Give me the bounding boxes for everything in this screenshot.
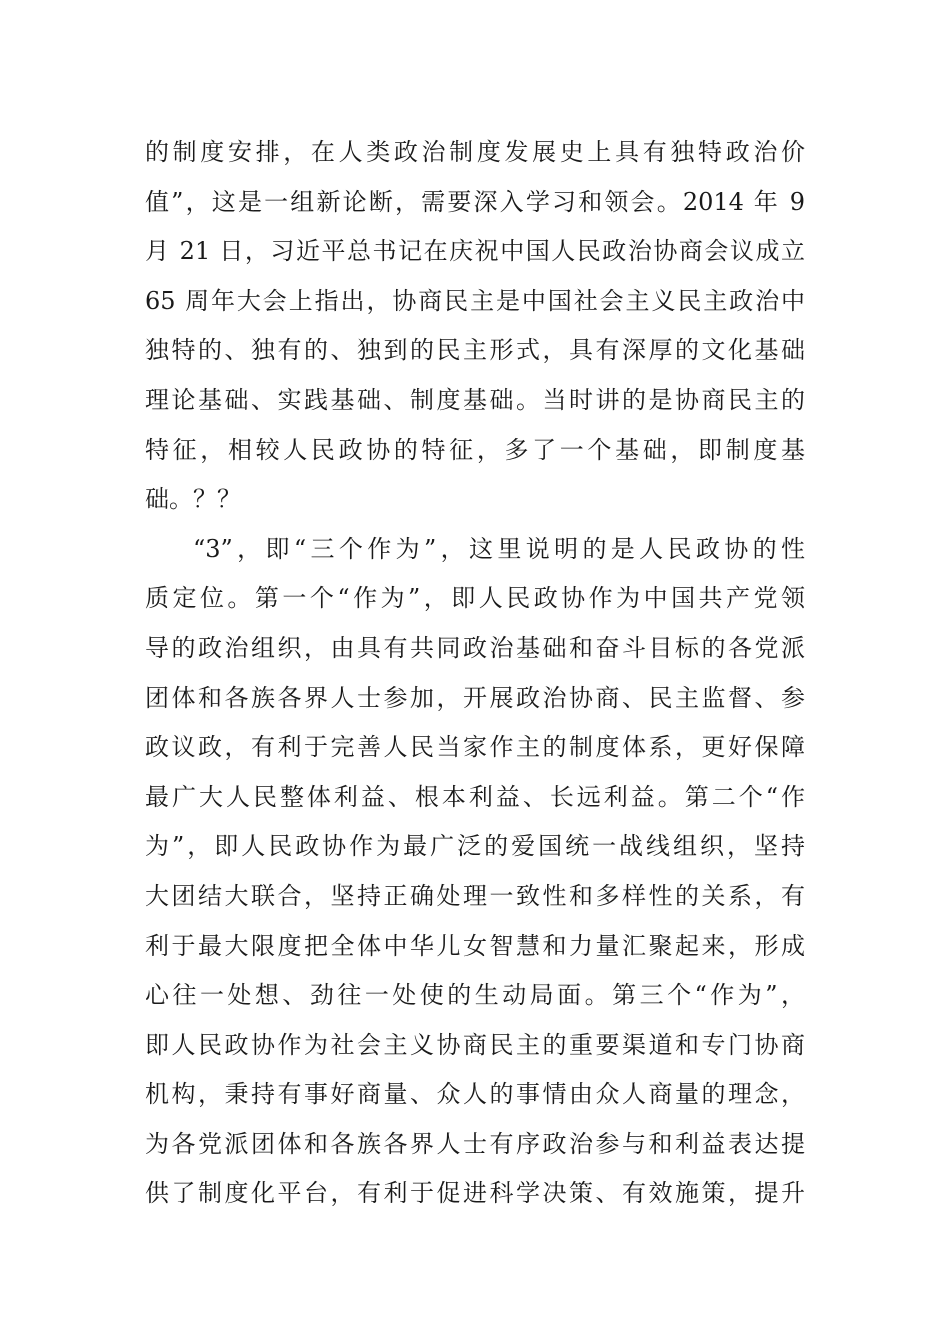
paragraph-first-line: “3”，即“三个作为”，这里说明的是人民政协的性	[193, 534, 805, 563]
text-line: 供了制度化平台，有利于促进科学决策、有效施策，提升	[145, 1179, 805, 1208]
text-line: 独特的、独有的、独到的民主形式，具有深厚的文化基础	[145, 336, 805, 365]
text-line: 为各党派团体和各族各界人士有序政治参与和利益表达提	[145, 1129, 805, 1158]
text-line: 利于最大限度把全体中华儿女智慧和力量汇聚起来，形成	[145, 931, 805, 960]
document-page	[145, 128, 805, 1219]
text-line: 政议政，有利于完善人民当家作主的制度体系，更好保障	[145, 733, 805, 762]
text-line: 即人民政协作为社会主义协商民主的重要渠道和专门协商	[145, 1030, 805, 1059]
text-line: 的制度安排，在人类政治制度发展史上具有独特政治价	[145, 138, 805, 166]
text-line: 最广大人民整体利益、根本利益、长远利益。第二个“作	[145, 782, 805, 811]
text-line: 心往一处想、劲往一处使的生动局面。第三个“作为”，	[145, 981, 805, 1010]
text-line: 月 21 日，习近平总书记在庆祝中国人民政治协商会议成立	[145, 237, 805, 266]
text-line: 理论基础、实践基础、制度基础。当时讲的是协商民主的	[145, 385, 805, 414]
text-line: 质定位。第一个“作为”，即人民政协作为中国共产党领	[145, 584, 805, 613]
text-line: 机构，秉持有事好商量、众人的事情由众人商量的理念，	[145, 1080, 805, 1109]
text-line: 础。？？	[145, 485, 241, 514]
text-line: 65 周年大会上指出，协商民主是中国社会主义民主政治中	[145, 286, 805, 315]
text-line: 值”，这是一组新论断，需要深入学习和领会。2014 年 9	[145, 187, 805, 216]
text-line: 大团结大联合，坚持正确处理一致性和多样性的关系，有	[145, 881, 805, 910]
text-line: 为”，即人民政协作为最广泛的爱国统一战线组织，坚持	[145, 832, 805, 861]
text-line: 特征，相较人民政协的特征，多了一个基础，即制度基	[145, 435, 805, 464]
text-line: 团体和各族各界人士参加，开展政治协商、民主监督、参	[145, 683, 805, 712]
text-line: 导的政治组织，由具有共同政治基础和奋斗目标的各党派	[145, 633, 805, 662]
